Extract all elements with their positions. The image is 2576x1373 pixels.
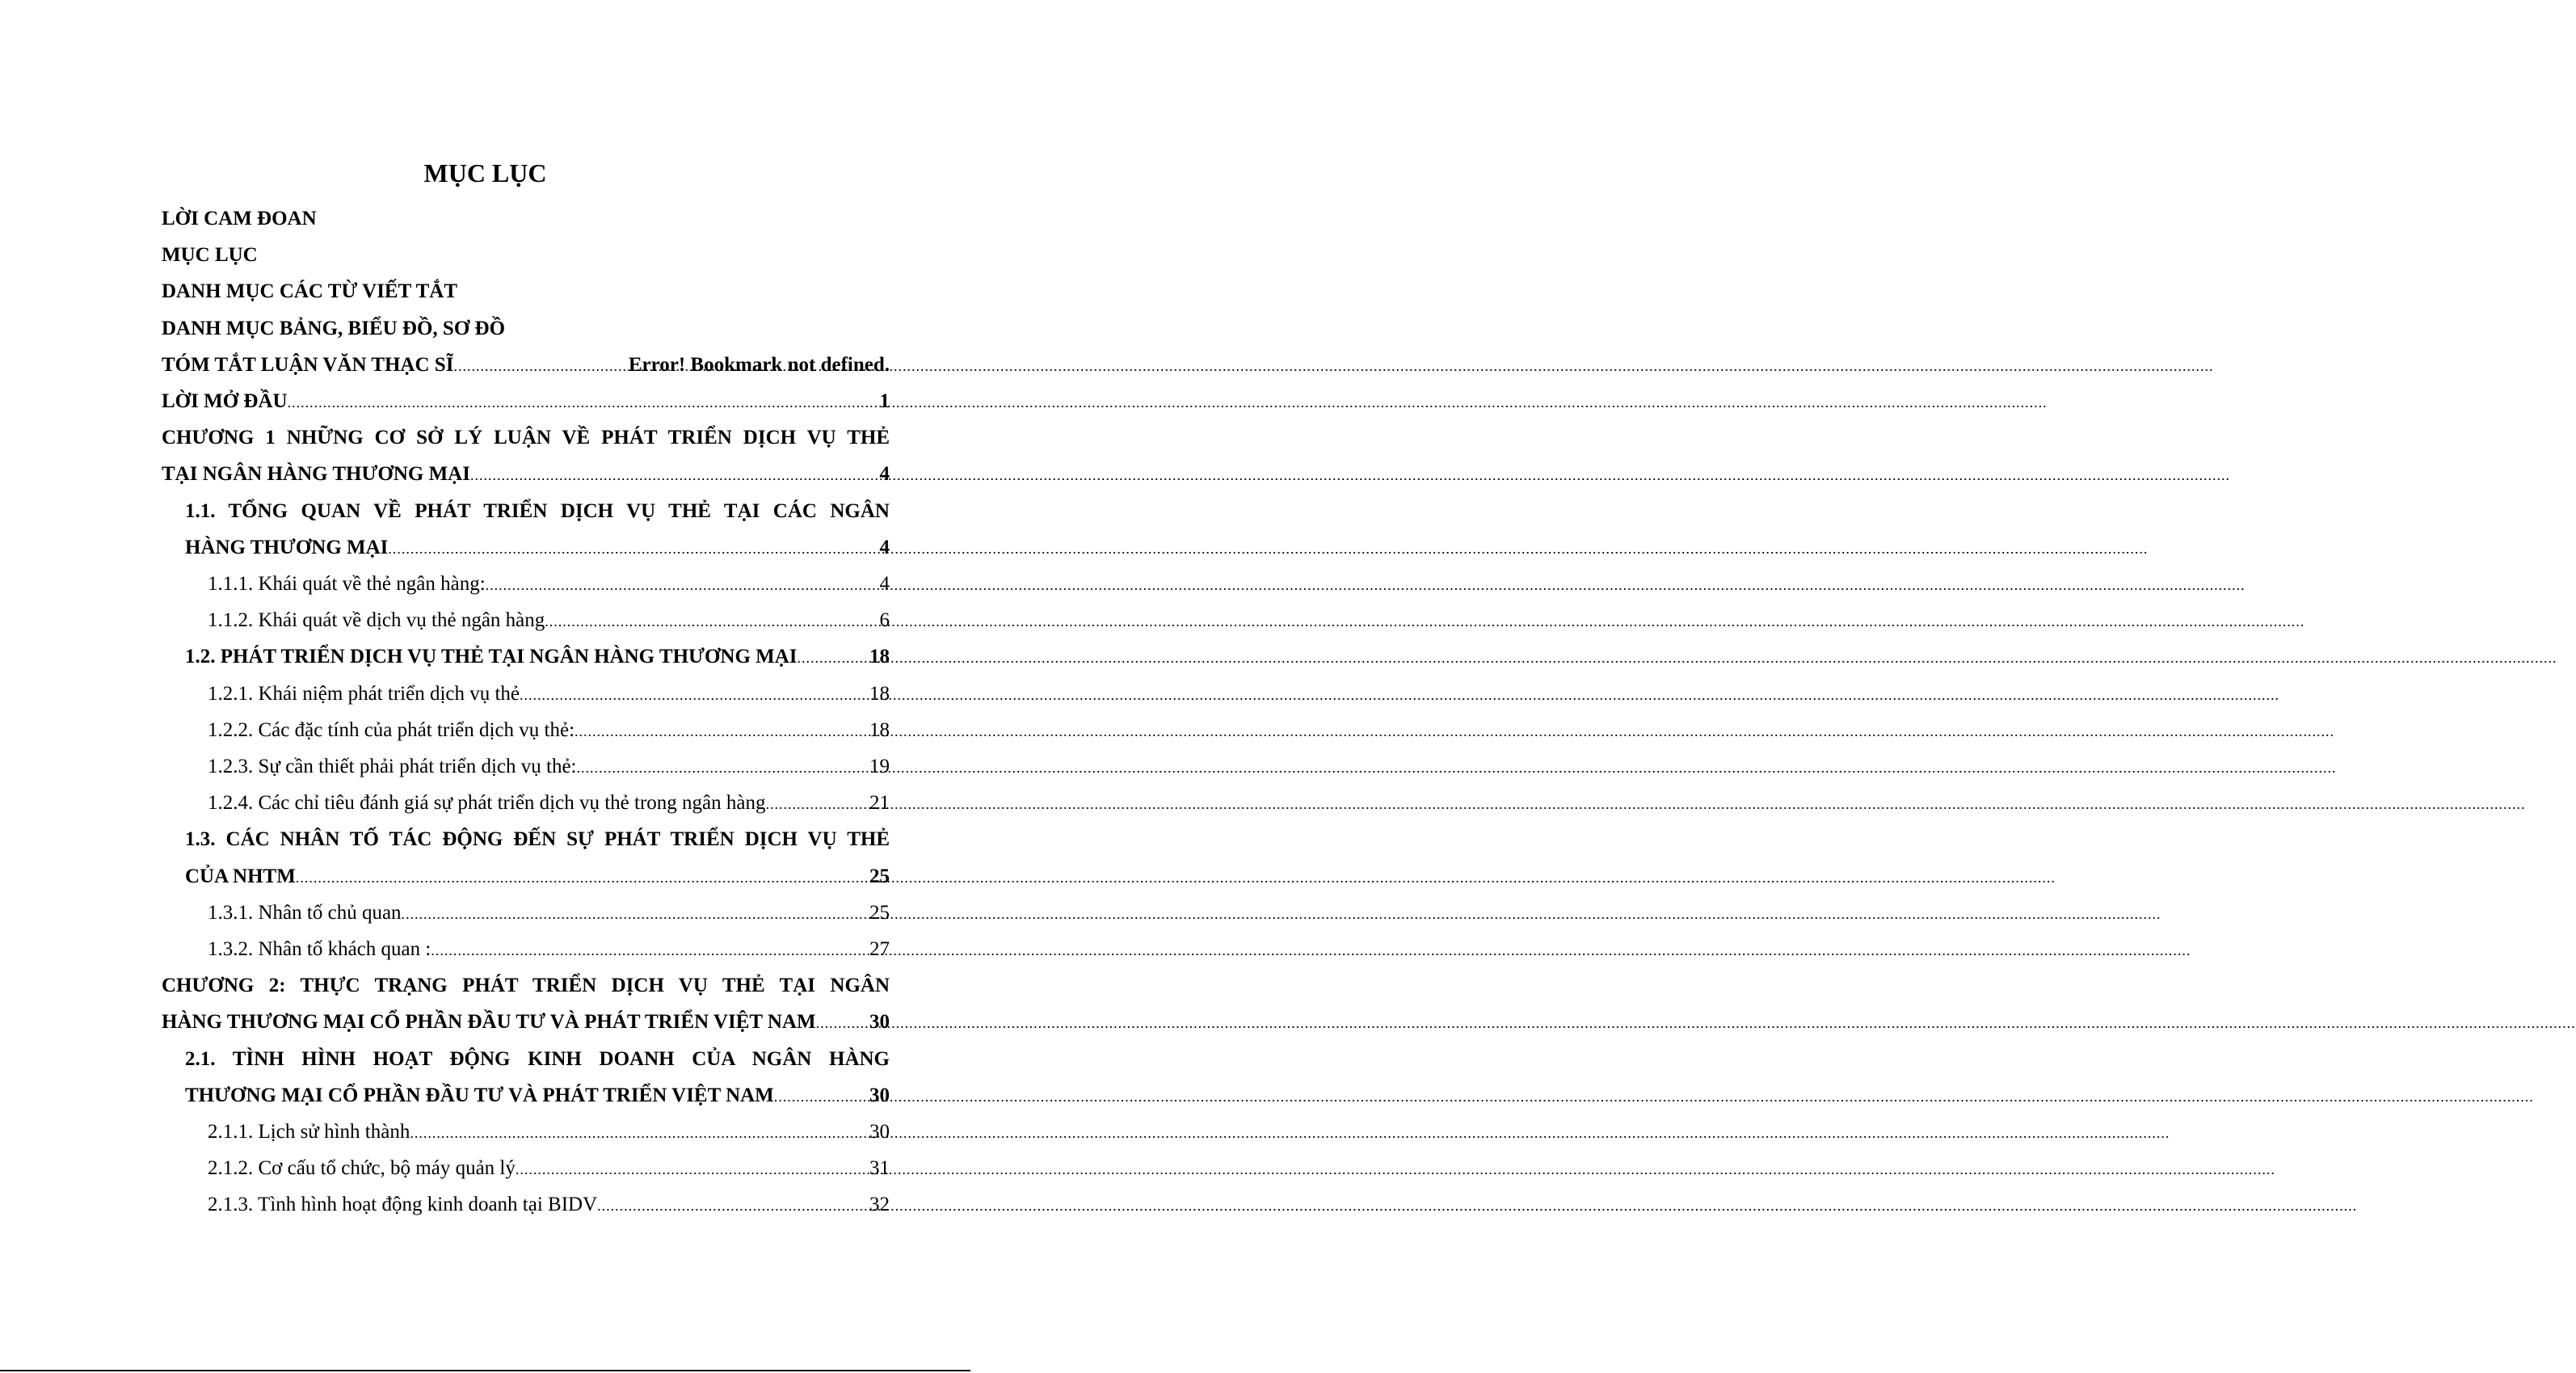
toc-page-number: 30 xyxy=(869,1085,890,1106)
toc-entry[interactable] xyxy=(208,748,890,785)
toc-entry-title: 2.1.1. Lịch sử hình thành xyxy=(208,1121,410,1143)
toc-page-number: 25 xyxy=(869,902,890,924)
toc-entry[interactable] xyxy=(162,419,890,456)
toc-entry[interactable] xyxy=(208,895,890,931)
toc-entry[interactable] xyxy=(208,1186,890,1223)
toc-entry-title: CHƯƠNG 2: THỰC TRẠNG PHÁT TRIỂN DỊCH VỤ THẺ TẠI NGÂN xyxy=(162,975,890,996)
toc-entry-title: DANH MỤC BẢNG, BIỂU ĐỒ, SƠ ĐỒ xyxy=(162,318,506,339)
toc-dot-leader xyxy=(816,1004,868,1042)
toc-page-number: 18 xyxy=(869,683,890,705)
toc-entry-title: 1.1.2. Khái quát về dịch vụ thẻ ngân hàng xyxy=(208,609,545,631)
toc-entry[interactable] xyxy=(162,383,890,419)
toc-page-number: 31 xyxy=(869,1157,890,1179)
toc-entry-title: CỦA NHTM xyxy=(185,865,296,887)
page-title: MỤC LỤC xyxy=(423,158,547,187)
toc-dot-leader xyxy=(520,676,868,714)
toc-entry[interactable] xyxy=(185,858,890,895)
toc-entry[interactable] xyxy=(185,493,890,529)
toc-page-number: 32 xyxy=(869,1194,890,1215)
toc-page-number: 4 xyxy=(879,463,890,485)
toc-dot-leader xyxy=(470,456,878,494)
toc-dot-leader xyxy=(453,347,626,385)
toc-entry[interactable] xyxy=(208,712,890,748)
toc-entry[interactable] xyxy=(208,1150,890,1186)
table-of-contents xyxy=(0,0,970,1373)
toc-dot-leader xyxy=(545,602,878,640)
toc-entry[interactable] xyxy=(208,1114,890,1150)
toc-entry[interactable] xyxy=(208,676,890,712)
toc-entry-title: CHƯƠNG 1 NHỮNG CƠ SỞ LÝ LUẬN VỀ PHÁT TRIỂN DỊCH VỤ THẺ xyxy=(162,427,890,449)
toc-entry-title: 1.2.4. Các chỉ tiêu đánh giá sự phát triển dịch vụ thẻ trong ngân hàng xyxy=(208,792,766,814)
toc-page-number: 18 xyxy=(869,646,890,668)
toc-dot-leader xyxy=(410,1114,868,1152)
toc-entry[interactable] xyxy=(162,347,890,383)
toc-dot-leader xyxy=(402,895,868,933)
toc-entry-title: 1.2.1. Khái niệm phát triển dịch vụ thẻ xyxy=(208,683,520,705)
toc-dot-leader xyxy=(765,785,868,823)
toc-entry-title: MỤC LỤC xyxy=(162,244,258,266)
toc-entry-title: 1.2.3. Sự cần thiết phải phát triển dịch vụ thẻ: xyxy=(208,756,577,777)
toc-entry-title: 1.2. PHÁT TRIỂN DỊCH VỤ THẺ TẠI NGÂN HÀNG THƯƠNG MẠI xyxy=(185,646,798,668)
toc-entry[interactable] xyxy=(185,529,890,566)
toc-entry-title: THƯƠNG MẠI CỔ PHẦN ĐẦU TƯ VÀ PHÁT TRIỂN VIỆT NAM xyxy=(185,1085,774,1106)
toc-dot-leader xyxy=(516,1150,868,1188)
toc-dot-leader xyxy=(431,931,868,969)
toc-entry-title: 1.3.1. Nhân tố chủ quan xyxy=(208,902,402,924)
toc-dot-leader xyxy=(597,1186,868,1224)
toc-entry[interactable] xyxy=(162,273,890,310)
toc-entry[interactable] xyxy=(185,1077,890,1114)
toc-page-number: 25 xyxy=(869,865,890,887)
toc-page-number: 4 xyxy=(879,573,890,595)
toc-entry-title: LỜI MỞ ĐẦU xyxy=(162,390,288,412)
toc-entry[interactable] xyxy=(208,602,890,638)
toc-entry-title: HÀNG THƯƠNG MẠI CỔ PHẦN ĐẦU TƯ VÀ PHÁT TRIỂN VIỆT NAM xyxy=(162,1011,816,1033)
toc-page-number: 27 xyxy=(869,938,890,960)
toc-entry-title: LỜI CAM ĐOAN xyxy=(162,208,317,230)
toc-entry[interactable] xyxy=(162,1004,890,1040)
toc-dot-leader xyxy=(486,566,878,604)
toc-entry-title: 2.1. TÌNH HÌNH HOẠT ĐỘNG KINH DOANH CỦA NGÂN HÀNG xyxy=(185,1048,890,1070)
toc-page-number: Error! Bookmark not defined. xyxy=(628,354,890,376)
toc-dot-leader xyxy=(388,529,878,567)
toc-page-number: 30 xyxy=(869,1121,890,1143)
toc-entry[interactable] xyxy=(162,456,890,492)
toc-entry-title: 1.2.2. Các đặc tính của phát triển dịch vụ thẻ: xyxy=(208,719,575,741)
toc-dot-leader xyxy=(288,383,878,421)
toc-entry-title: 1.3.2. Nhân tố khách quan : xyxy=(208,938,431,960)
toc-entry-title: TÓM TẮT LUẬN VĂN THẠC SĨ xyxy=(162,354,454,376)
toc-entry[interactable] xyxy=(185,821,890,857)
toc-entry[interactable] xyxy=(208,785,890,821)
toc-entry[interactable] xyxy=(208,931,890,967)
toc-page-number: 6 xyxy=(879,609,890,631)
toc-page-number: 30 xyxy=(869,1011,890,1033)
toc-dot-leader xyxy=(577,748,868,786)
toc-entry-title: 1.1. TỔNG QUAN VỀ PHÁT TRIỂN DỊCH VỤ THẺ TẠI CÁC NGÂN xyxy=(185,500,890,522)
toc-entry-title: HÀNG THƯƠNG MẠI xyxy=(185,537,389,558)
toc-dot-leader xyxy=(774,1077,868,1115)
toc-entry[interactable] xyxy=(162,237,890,273)
toc-entry-title: 2.1.3. Tình hình hoạt động kinh doanh tại BIDV xyxy=(208,1194,598,1215)
toc-entry-title: 1.1.1. Khái quát về thẻ ngân hàng: xyxy=(208,573,486,595)
toc-entry[interactable] xyxy=(162,200,890,237)
toc-entry[interactable] xyxy=(185,638,890,675)
toc-page-number: 1 xyxy=(879,390,890,412)
toc-entry[interactable] xyxy=(185,1041,890,1077)
toc-entry-title: 2.1.2. Cơ cấu tổ chức, bộ máy quản lý xyxy=(208,1157,516,1179)
toc-entry[interactable] xyxy=(162,310,890,347)
page-bottom-rule xyxy=(0,1370,970,1371)
toc-dot-leader xyxy=(575,712,868,750)
toc-entry-title: 1.3. CÁC NHÂN TỐ TÁC ĐỘNG ĐẾN SỰ PHÁT TRIỂN DỊCH VỤ THẺ xyxy=(185,828,890,850)
toc-entry-title: TẠI NGÂN HÀNG THƯƠNG MẠI xyxy=(162,463,470,485)
toc-page-number: 4 xyxy=(879,537,890,558)
toc-dot-leader xyxy=(798,638,868,676)
toc-page-number: 21 xyxy=(869,792,890,814)
toc-entry-title: DANH MỤC CÁC TỪ VIẾT TẮT xyxy=(162,280,458,302)
toc-dot-leader xyxy=(296,858,868,896)
toc-page-number: 19 xyxy=(869,756,890,777)
toc-page-number: 18 xyxy=(869,719,890,741)
toc-entry[interactable] xyxy=(208,566,890,602)
toc-entry[interactable] xyxy=(162,967,890,1004)
